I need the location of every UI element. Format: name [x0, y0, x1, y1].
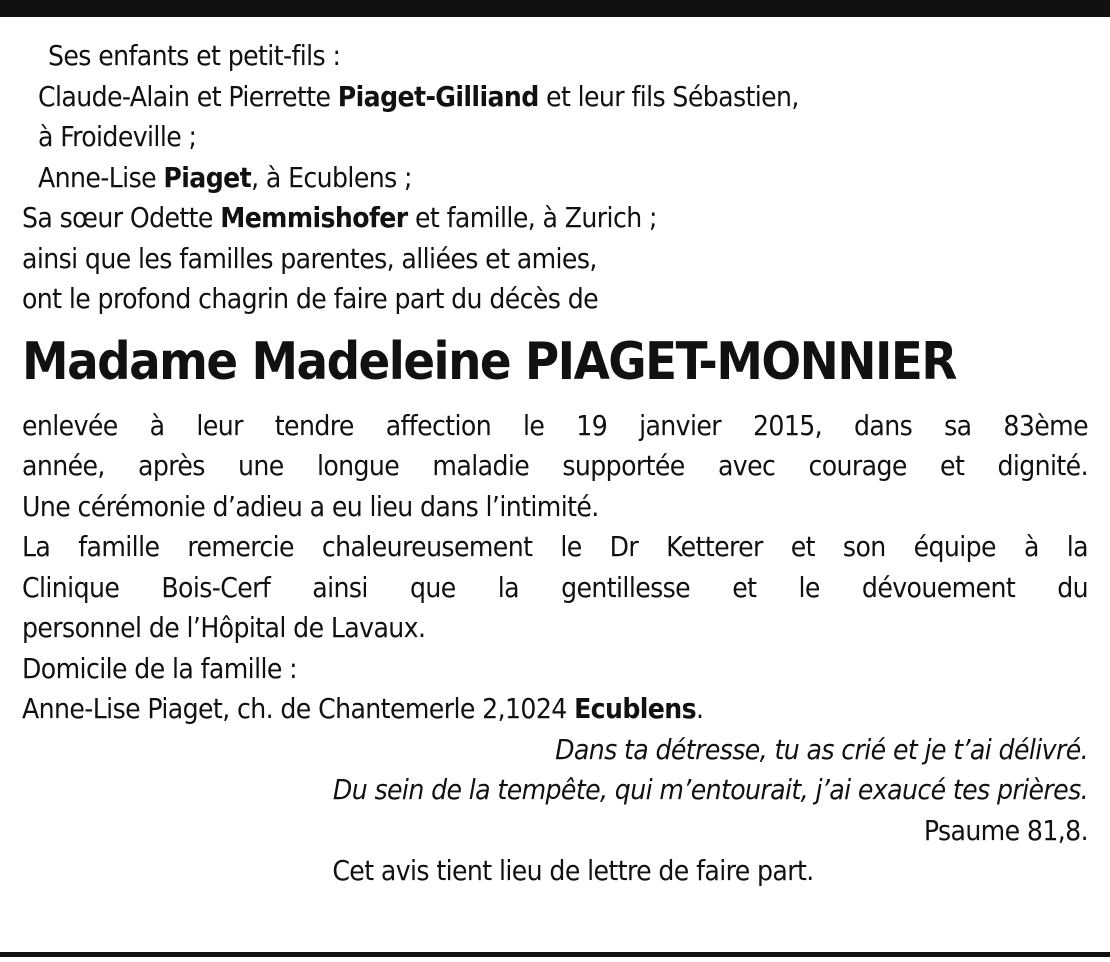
- closing-line: Cet avis tient lieu de lettre de faire part.: [332, 854, 814, 887]
- town-name: Ecublens: [574, 692, 697, 725]
- family-name: Memmishofer: [220, 201, 408, 234]
- body-line: année, après une longue maladie supportée avec courage et dignité.: [22, 449, 1088, 482]
- intro-line: Claude-Alain et Pierrette Piaget-Gilliand et leur fils Sébastien,: [38, 79, 799, 113]
- intro-line: Anne-Lise Piaget, à Ecublens ;: [38, 160, 412, 194]
- quote-source: Psaume 81,8.: [923, 813, 1088, 847]
- intro-line: à Froideville ;: [38, 120, 197, 153]
- body-line: La famille remercie chaleureusement le Dr Ketterer et son équipe à la: [22, 530, 1088, 563]
- intro-line: ainsi que les familles parentes, alliées et amies,: [22, 241, 597, 275]
- body-line: enlevée à leur tendre affection le 19 janvier 2015, dans sa 83ème: [22, 408, 1088, 442]
- quote-line: Du sein de la tempête, qui m’entourait, j’ai exaucé tes prières.: [332, 773, 1088, 806]
- deceased-name: Madame Madeleine PIAGET-MONNIER: [22, 331, 956, 392]
- quote-line: Dans ta détresse, tu as crié et je t’ai délivré.: [555, 732, 1088, 766]
- body-line: Anne-Lise Piaget, ch. de Chantemerle 2,1024 Ecublens.: [22, 692, 704, 725]
- intro-line: ont le profond chagrin de faire part du décès de: [22, 282, 599, 315]
- body-line: personnel de l’Hôpital de Lavaux.: [22, 611, 426, 644]
- intro-line: Sa sœur Odette Memmishofer et famille, à Zurich ;: [22, 201, 657, 234]
- obituary-notice: [22, 36, 1088, 892]
- family-name: Piaget-Gilliand: [337, 79, 539, 113]
- body-line: Domicile de la famille :: [22, 651, 298, 685]
- body-line: Une cérémonie d’adieu a eu lieu dans l’intimité.: [22, 489, 599, 523]
- bottom-border: [0, 952, 1110, 957]
- intro-line: Ses enfants et petit-fils :: [48, 39, 341, 72]
- body-line: Clinique Bois-Cerf ainsi que la gentillesse et le dévouement du: [22, 570, 1088, 604]
- family-name: Piaget: [163, 160, 252, 194]
- top-border: [0, 0, 1110, 17]
